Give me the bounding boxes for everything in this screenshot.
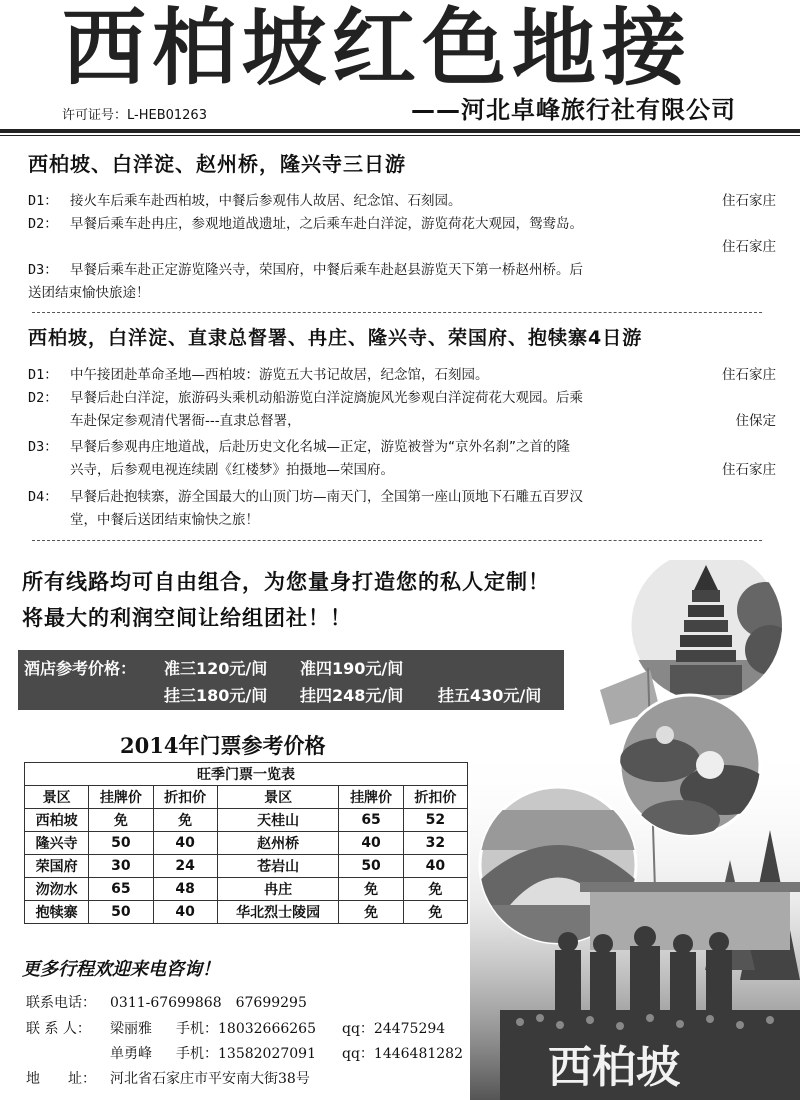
phone-value: 0311-67699868 67699295: [110, 995, 307, 1011]
tour4-title: 西柏坡，白洋淀、直隶总督署、冉庄、隆兴寺、荣国府、抱犊寨4日游: [28, 327, 643, 349]
contact-title: 更多行程欢迎来电咨询！: [22, 959, 220, 980]
table-cell: 天桂山: [217, 809, 339, 832]
ticket-section-title: 2014年门票参考价格: [120, 733, 326, 758]
day-label: D1：: [28, 367, 58, 383]
slogan-line-1: 所有线路均可自由组合，为您量身打造您的私人定制！: [22, 570, 550, 594]
day-label: D2：: [28, 390, 58, 406]
contact-qq: qq：1446481282: [342, 1046, 463, 1062]
license-number: 许可证号：L-HEB01263: [62, 108, 207, 123]
day-text: 中午接团赴革命圣地—西柏坡：游览五大书记故居，纪念馆，石刻园。: [70, 367, 489, 383]
day-text: 早餐后赴抱犊寨，游全国最大的山顶门坊—南天门，全国第一座山顶地下石雕五百罗汉: [70, 489, 583, 505]
table-cell: 华北烈士陵园: [217, 901, 339, 924]
company-name: ——河北卓峰旅行社有限公司: [411, 96, 736, 124]
table-cell: 30: [89, 855, 153, 878]
day-text-cont: 送团结束愉快旅途！: [28, 285, 150, 301]
sign-text: 西柏坡: [548, 1042, 680, 1093]
day-stay: 住保定: [735, 413, 776, 429]
day-label: D1：: [28, 193, 58, 209]
table-cell: 免: [153, 809, 217, 832]
day-stay: 住石家庄: [722, 193, 776, 209]
table-cell: 32: [403, 832, 467, 855]
section-divider: [32, 312, 762, 313]
table-cell: 免: [89, 809, 153, 832]
day-text: 接火车后乘车赴西柏坡，中餐后参观伟人故居、纪念馆、石刻园。: [70, 193, 462, 209]
hotel-price-item: 挂五430元/间: [438, 686, 542, 705]
table-cell: 50: [89, 901, 153, 924]
contact-person-label: 联 系 人：: [26, 1021, 91, 1037]
table-row: [25, 832, 468, 855]
contact-person-name: 梁丽雅: [110, 1021, 152, 1037]
column-header: 折扣价: [153, 786, 217, 809]
hotel-price-label: 酒店参考价格：: [24, 659, 137, 678]
table-cell: 冉庄: [217, 878, 339, 901]
table-cell: 免: [339, 878, 403, 901]
day-label: D3：: [28, 262, 58, 278]
table-cell: 隆兴寺: [25, 832, 89, 855]
hotel-price-item: 挂四248元/间: [300, 686, 404, 705]
column-header: 挂牌价: [89, 786, 153, 809]
day-text: 早餐后乘车赴冉庄，参观地道战遗址，之后乘车赴白洋淀，游览荷花大观园，鸳鸯岛。: [70, 216, 583, 232]
table-row: [25, 878, 468, 901]
table-cell: 荣国府: [25, 855, 89, 878]
column-header: 挂牌价: [339, 786, 403, 809]
section-divider: [32, 540, 762, 541]
address-value: 河北省石家庄市平安南大街38号: [110, 1071, 310, 1087]
page-title: 西柏坡红色地接: [62, 0, 693, 97]
table-cell: 50: [339, 855, 403, 878]
column-header: 景区: [217, 786, 339, 809]
table-cell: 40: [339, 832, 403, 855]
table-cell: 苍岩山: [217, 855, 339, 878]
day-label: D2：: [28, 216, 58, 232]
day-stay: 住石家庄: [722, 367, 776, 383]
tour3-day3: [28, 259, 776, 305]
table-cell: 沕沕水: [25, 878, 89, 901]
table-cell: 50: [89, 832, 153, 855]
column-header: 景区: [25, 786, 89, 809]
hotel-price-item: 挂三180元/间: [164, 686, 268, 705]
table-row: [25, 901, 468, 924]
table-cell: 24: [153, 855, 217, 878]
day-text-cont: 兴寺，后参观电视连续剧《红楼梦》拍摄地—荣国府。: [70, 462, 394, 478]
day-text: 早餐后赴白洋淀，旅游码头乘机动船游览白洋淀旖旎风光参观白洋淀荷花大观园。后乘: [70, 390, 583, 406]
column-header: 折扣价: [403, 786, 467, 809]
photo-collage-illustration: [470, 560, 800, 1100]
table-cell: 西柏坡: [25, 809, 89, 832]
hotel-price-item: 准三120元/间: [164, 659, 268, 678]
table-cell: 48: [153, 878, 217, 901]
table-cell: 免: [403, 901, 467, 924]
contact-person-name: 单勇峰: [110, 1046, 152, 1062]
ticket-table-title: 旺季门票一览表: [25, 763, 468, 786]
header-divider-thin: [0, 135, 800, 136]
table-cell: 抱犊寨: [25, 901, 89, 924]
tour3-day2: [28, 213, 776, 259]
slogan-line-2: 将最大的利润空间让给组团社！！: [22, 606, 352, 630]
day-stay: 住石家庄: [722, 239, 776, 255]
table-cell: 40: [153, 901, 217, 924]
table-cell: 免: [403, 878, 467, 901]
contact-qq: qq：24475294: [342, 1021, 446, 1037]
tour4-day1: [28, 364, 776, 387]
table-cell: 免: [339, 901, 403, 924]
tour4-day4: [28, 486, 776, 532]
day-text-cont: 车赴保定参观清代署衙---直隶总督署，: [70, 413, 301, 429]
table-row: [25, 855, 468, 878]
day-text: 早餐后乘车赴正定游览隆兴寺，荣国府，中餐后乘车赴赵县游览天下第一桥赵州桥。后: [70, 262, 583, 278]
contact-mobile: 手机：18032666265: [176, 1021, 316, 1037]
building-roof: [580, 882, 800, 892]
ticket-table-header-row: [25, 786, 468, 809]
day-text-cont: 堂，中餐后送团结束愉快之旅！: [70, 512, 259, 528]
tour4-day3: [28, 436, 776, 482]
table-cell: 65: [339, 809, 403, 832]
contact-mobile: 手机：13582027091: [176, 1046, 316, 1062]
header-divider: [0, 129, 800, 133]
table-row: [25, 809, 468, 832]
tour3-day1: [28, 190, 776, 213]
tour3-title: 西柏坡、白洋淀、赵州桥，隆兴寺三日游: [28, 152, 406, 176]
day-label: D3：: [28, 439, 58, 455]
ticket-table-caption-row: [25, 763, 468, 786]
address-label: 地 址：: [26, 1071, 96, 1087]
tour4-day2: [28, 387, 776, 433]
table-cell: 52: [403, 809, 467, 832]
day-label: D4：: [28, 489, 58, 505]
table-cell: 40: [153, 832, 217, 855]
day-text: 早餐后参观冉庄地道战，后赴历史文化名城—正定，游览被誉为“京外名刹”之首的隆: [70, 439, 570, 455]
table-cell: 赵州桥: [217, 832, 339, 855]
table-cell: 65: [89, 878, 153, 901]
ticket-table: [24, 762, 468, 924]
photo-collage: [470, 560, 800, 1100]
day-stay: 住石家庄: [722, 462, 776, 478]
hotel-price-item: 准四190元/间: [300, 659, 404, 678]
table-cell: 40: [403, 855, 467, 878]
phone-label: 联系电话：: [26, 995, 96, 1011]
